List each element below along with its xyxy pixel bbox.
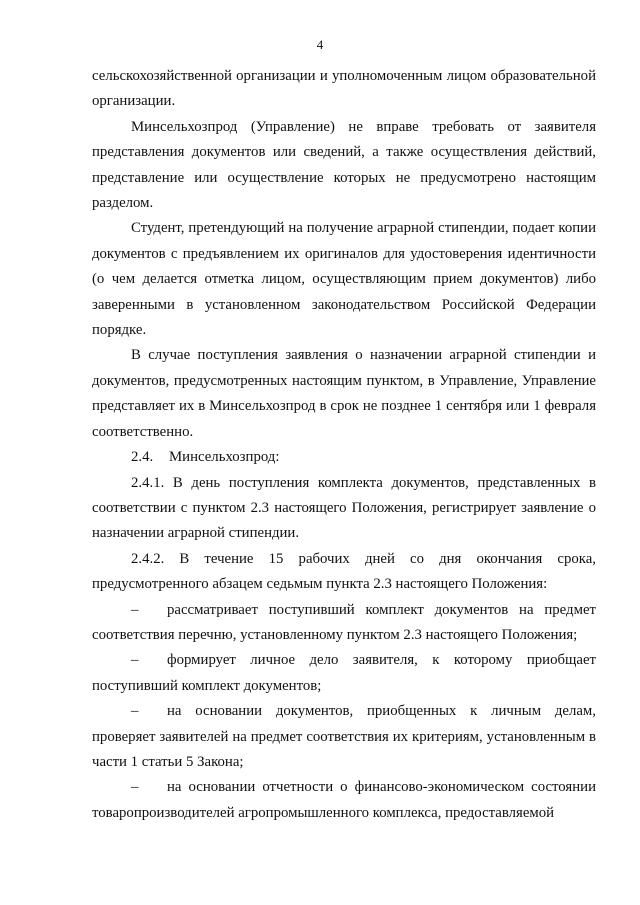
list-item bbox=[92, 648, 596, 699]
section-title: Минсельхозпрод: bbox=[169, 449, 280, 466]
paragraph-4: В случае поступления заявления о назначении аграрной стипендии и документов, предусмотренных настоящим пунктом, в Управление, Управление представляет их в Минсельхозпрод в срок не позднее 1 сентября или 1 февраля соответственно. bbox=[92, 347, 596, 440]
list-item bbox=[92, 699, 596, 775]
list-item-text: на основании отчетности о финансово-экономическом состоянии товаропроизводителей агропромышленного комплекса, предоставляемой bbox=[92, 779, 596, 821]
list-item-text: формирует личное дело заявителя, к которому приобщает поступивший комплект документов; bbox=[92, 652, 596, 694]
list-item-text: на основании документов, приобщенных к личным делам, проверяет заявителей на предмет соответствия их критериям, установленным в части 1 статьи 5 Закона; bbox=[92, 703, 596, 770]
dash-marker: – bbox=[131, 703, 139, 720]
list-item bbox=[92, 598, 596, 649]
paragraph-3: Студент, претендующий на получение аграрной стипендии, подает копии документов с предъявлением их оригиналов для удостоверения идентичности (о чем делается отметка лицом, осуществляющим прием документов) либо заверенными в установленном законодательством Российской Федерации порядке. bbox=[92, 220, 596, 339]
paragraph-1: сельскохозяйственной организации и уполномоченным лицом образовательной организации. bbox=[92, 68, 596, 110]
list-item-text: рассматривает поступивший комплект документов на предмет соответствия перечню, установленному пунктом 2.3 настоящего Положения; bbox=[92, 601, 596, 643]
section-number: 2.4. bbox=[131, 449, 154, 466]
dash-marker: – bbox=[131, 652, 139, 669]
dash-marker: – bbox=[131, 601, 139, 618]
paragraph-2-4-1: 2.4.1. В день поступления комплекта документов, представленных в соответствии с пунктом 2.3 настоящего Положения, регистрирует заявление о назначении аграрной стипендии. bbox=[92, 474, 596, 542]
paragraph-2-4-2: 2.4.2. В течение 15 рабочих дней со дня окончания срока, предусмотренного абзацем седьмым пункта 2.3 настоящего Положения: bbox=[92, 550, 596, 593]
dash-marker: – bbox=[131, 779, 139, 796]
document-body bbox=[92, 64, 596, 826]
list-item bbox=[92, 775, 596, 826]
paragraph-2: Минсельхозпрод (Управление) не вправе требовать от заявителя представления документов или сведений, а также осуществления действий, представление или осуществление которых не предусмотрено настоящим разделом. bbox=[92, 118, 596, 212]
section-heading-2-4 bbox=[92, 445, 596, 470]
page-number: 4 bbox=[316, 37, 324, 52]
